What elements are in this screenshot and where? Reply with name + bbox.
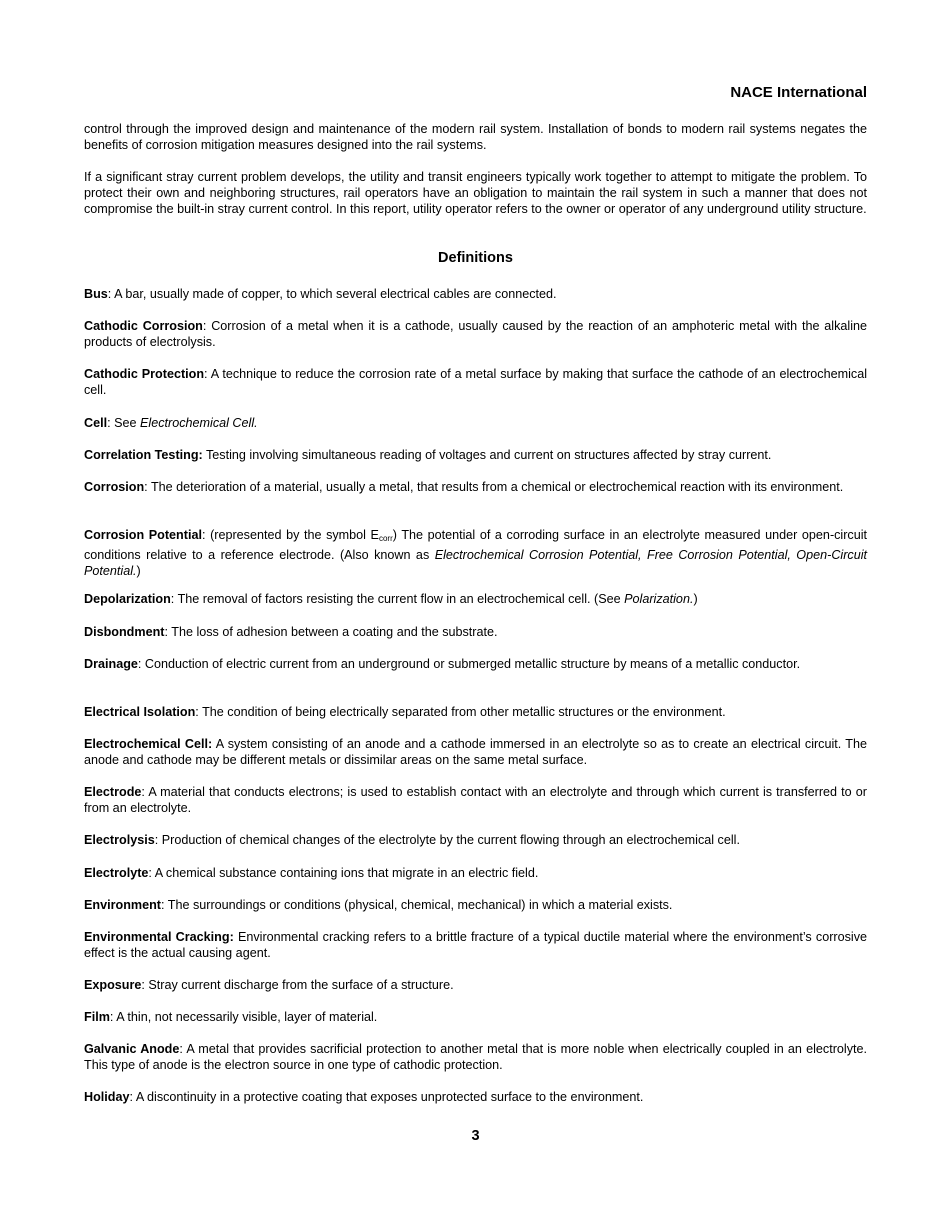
definition-text: Conduction of electric current from an underground or submerged metallic structure by means of a metallic conductor. bbox=[144, 657, 801, 671]
definition-entry: Depolarization: The removal of factors resisting the current flow in an electrochemical cell. (See Polarization.) bbox=[84, 592, 698, 606]
definition-term: Electrochemical Cell: bbox=[84, 737, 213, 751]
definition-term: Correlation Testing: bbox=[84, 448, 203, 462]
definition-term: Electrical Isolation bbox=[84, 705, 196, 719]
running-header: NACE International bbox=[730, 84, 867, 101]
definition-entry: Drainage: Conduction of electric current from an underground or submerged metallic structure by means of a metallic conductor. bbox=[84, 657, 801, 671]
definition-term: Electrolyte bbox=[84, 866, 149, 880]
definition-text: A thin, not necessarily visible, layer of material. bbox=[116, 1010, 378, 1024]
definition-term: Electrolysis bbox=[84, 833, 155, 847]
definition-entry: Cell: See Electrochemical Cell. bbox=[84, 416, 258, 430]
definition-term: Environmental Cracking: bbox=[84, 930, 234, 944]
page-number: 3 bbox=[471, 1128, 480, 1144]
definition-term: Disbondment bbox=[84, 625, 165, 639]
definition-text: Production of chemical changes of the electrolyte by the current flowing through an electrochemical cell. bbox=[161, 833, 740, 847]
definition-term: Cathodic Protection bbox=[84, 367, 205, 381]
definition-text: A system consisting of an anode and a cathode immersed in an electrolyte so as to create an electrical circuit. The anode and cathode may be different metals or dissimilar areas on the same metal surface. bbox=[84, 737, 868, 767]
definition-entry: Corrosion: The deterioration of a material, usually a metal, that results from a chemical or electrochemical reaction with its environment. bbox=[84, 480, 844, 494]
definition-text: A metal that provides sacrificial protection to another metal that is more noble when electrically coupled in an electrolyte. This type of anode is the electron source in one type of cathodic protection. bbox=[84, 1042, 867, 1072]
cross-reference: Electrochemical Cell. bbox=[140, 416, 258, 430]
definition-term: Environment bbox=[84, 898, 161, 912]
definition-text: See bbox=[114, 416, 141, 430]
definition-term: Corrosion Potential bbox=[84, 528, 202, 542]
definition-entry: Galvanic Anode: A metal that provides sacrificial protection to another metal that is more noble when electrically coupled in an electrolyte. This type of anode is the electron source in one type of cathodic protection. bbox=[84, 1042, 867, 1072]
definition-text: The deterioration of a material, usually a metal, that results from a chemical or electrochemical reaction with its environment. bbox=[150, 480, 844, 494]
intro-paragraph-2: If a significant stray current problem develops, the utility and transit engineers typically work together to attempt to mitigate the problem. To protect their own and neighboring structures, rail operators have an obligation to maintain the rail system in such a manner that does not compromise the built-in stray current control. In this report, utility operator refers to the owner or operator of any underground utility structure. bbox=[84, 170, 867, 216]
definition-text: A discontinuity in a protective coating that exposes unprotected surface to the environment. bbox=[135, 1090, 644, 1104]
definition-entry: Exposure: Stray current discharge from the surface of a structure. bbox=[84, 978, 454, 992]
definition-term: Cathodic Corrosion bbox=[84, 319, 203, 333]
definition-entry: Electrolyte: A chemical substance containing ions that migrate in an electric field. bbox=[84, 866, 539, 880]
definition-text: Environmental cracking refers to a brittle fracture of a typical ductile material where the environment’s corrosive effect is the actual causing agent. bbox=[84, 930, 867, 960]
cross-reference: Polarization. bbox=[624, 592, 694, 606]
definition-entry bbox=[84, 447, 867, 463]
definition-entry: Electrode: A material that conducts electrons; is used to establish contact with an electrolyte and through which current is transferred to or from an electrolyte. bbox=[84, 785, 867, 815]
definition-term: Holiday bbox=[84, 1090, 130, 1104]
definition-text: The condition of being electrically separated from other metallic structures or the environment. bbox=[202, 705, 726, 719]
definition-entry: Disbondment: The loss of adhesion between a coating and the substrate. bbox=[84, 625, 498, 639]
definition-text: A material that conducts electrons; is used to establish contact with an electrolyte and through which current is transferred to or from an electrolyte. bbox=[84, 785, 867, 815]
definition-term: Depolarization bbox=[84, 592, 171, 606]
definition-entry bbox=[84, 929, 867, 961]
section-heading-definitions: Definitions bbox=[438, 250, 513, 266]
definition-entry bbox=[84, 736, 867, 768]
definition-text: A bar, usually made of copper, to which several electrical cables are connected. bbox=[114, 287, 557, 301]
intro-paragraph-1: control through the improved design and maintenance of the modern rail system. Installation of bonds to modern rail systems negates the benefits of corrosion mitigation measures designed into the rail systems. bbox=[84, 122, 867, 152]
definition-entry: Electrical Isolation: The condition of being electrically separated from other metallic structures or the environment. bbox=[84, 705, 726, 719]
definition-text: The surroundings or conditions (physical, chemical, mechanical) in which a material exists. bbox=[167, 898, 673, 912]
cross-reference: Electrochemical Corrosion Potential, Free Corrosion Potential, Open-Circuit Potential. bbox=[84, 548, 867, 578]
definition-text: Corrosion of a metal when it is a cathode, usually caused by the reaction of an amphoteric metal with the alkaline products of electrolysis. bbox=[84, 319, 867, 349]
subscript: corr bbox=[378, 534, 393, 543]
definition-entry: Corrosion Potential: (represented by the symbol $E_{corr}$) The potential of a corroding surface in an electrolyte measured under open-circuit conditions relative to a reference electrode. (Also known as Electrochemical Corrosion Potential, Free Corrosion Potential, Open-Circuit Potential.) bbox=[84, 528, 868, 578]
definition-term: Electrode bbox=[84, 785, 142, 799]
definition-text: A chemical substance containing ions that migrate in an electric field. bbox=[154, 866, 539, 880]
definition-text: A technique to reduce the corrosion rate of a metal surface by making that surface the cathode of an electrochemical cell. bbox=[84, 367, 867, 397]
definition-entry: Holiday: A discontinuity in a protective coating that exposes unprotected surface to the environment. bbox=[84, 1090, 644, 1104]
definition-text: Testing involving simultaneous reading of voltages and current on structures affected by stray current. bbox=[206, 448, 772, 462]
definition-text: The loss of adhesion between a coating and the substrate. bbox=[171, 625, 498, 639]
definition-text: Stray current discharge from the surface of a structure. bbox=[148, 978, 454, 992]
definition-entry: Bus: A bar, usually made of copper, to which several electrical cables are connected. bbox=[84, 287, 557, 301]
definition-term: Drainage bbox=[84, 657, 138, 671]
definition-entry: Environment: The surroundings or conditions (physical, chemical, mechanical) in which a material exists. bbox=[84, 898, 673, 912]
definition-text: The removal of factors resisting the current flow in an electrochemical cell. (See bbox=[177, 592, 625, 606]
definition-entry: Film: A thin, not necessarily visible, layer of material. bbox=[84, 1010, 378, 1024]
definition-term: Bus bbox=[84, 287, 108, 301]
definition-entry: Cathodic Corrosion: Corrosion of a metal when it is a cathode, usually caused by the reaction of an amphoteric metal with the alkaline products of electrolysis. bbox=[84, 319, 867, 349]
definition-entry: Electrolysis: Production of chemical changes of the electrolyte by the current flowing through an electrochemical cell. bbox=[84, 833, 740, 847]
definition-term: Galvanic Anode bbox=[84, 1042, 180, 1056]
definition-term: Corrosion bbox=[84, 480, 145, 494]
definition-term: Film bbox=[84, 1010, 110, 1024]
definition-term: Exposure bbox=[84, 978, 142, 992]
definition-term: Cell bbox=[84, 416, 108, 430]
definition-entry: Cathodic Protection: A technique to reduce the corrosion rate of a metal surface by making that surface the cathode of an electrochemical cell. bbox=[84, 367, 867, 397]
